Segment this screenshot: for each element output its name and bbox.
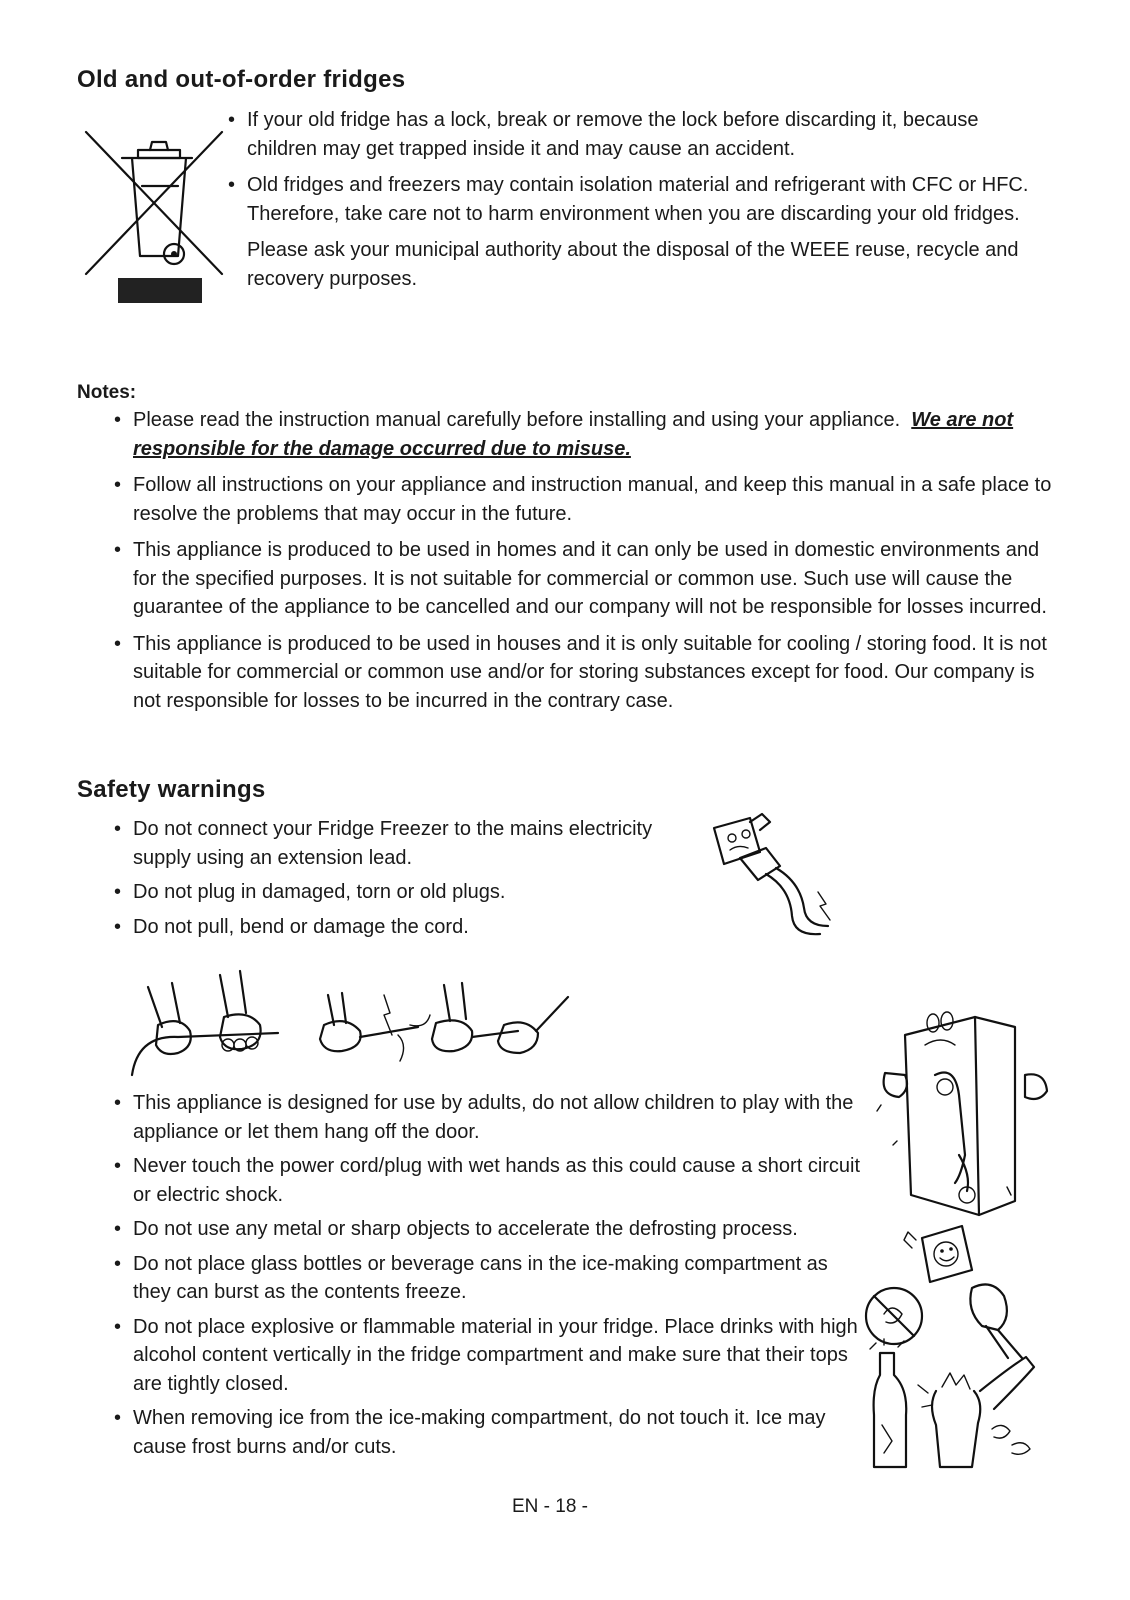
list-item: • This appliance is designed for use by adults, do not allow children to play with the appliance or let them hang off the door.	[114, 1092, 854, 1143]
list-item: • Never touch the power cord/plug with wet hands as this could cause a short circuit or electric shock.	[114, 1155, 861, 1206]
list-item: • Do not use any metal or sharp objects to accelerate the defrosting process.	[114, 1218, 798, 1240]
section-title-safety-warnings: Safety warnings	[77, 776, 266, 803]
angry-plug-icon	[700, 808, 850, 943]
weee-disposal-note: Please ask your municipal authority about the disposal of the WEEE reuse, recycle and recovery purposes.	[247, 239, 1019, 290]
wet-hands-plug-icon	[862, 1218, 1037, 1363]
list-item: • When removing ice from the ice-making compartment, do not touch it. Ice may cause frost burns and/or cuts.	[114, 1407, 826, 1458]
notes-title: Notes:	[77, 382, 137, 403]
list-item: • This appliance is produced to be used in houses and it is only suitable for cooling / storing food. It is not suitable for commercial or common use and/or for storing substances except for food. Our company is not responsible for losses to be incurred in the contrary case.	[114, 632, 1047, 712]
list-item: • Do not place explosive or flammable material in your fridge. Place drinks with high alcohol content vertically in the fridge compartment and make sure that their tops are tightly closed.	[114, 1315, 858, 1395]
misuse-warning: We are not responsible for the damage occurred due to misuse.	[133, 409, 1014, 460]
list-item: • Please read the instruction manual carefully before installing and using your appliance. We are not responsible for the damage occurred due to misuse.	[114, 409, 1014, 460]
list-item: • This appliance is produced to be used in homes and it can only be used in domestic environments and for the specified purposes. It is not suitable for commercial or common use. Such use will cause the guarantee of the appliance to be cancelled and our company will not be responsible for losses incurred.	[114, 539, 1047, 618]
page-number: EN - 18 -	[511, 1496, 589, 1517]
list-item: • Do not pull, bend or damage the cord.	[114, 915, 469, 938]
cord-hands-icon	[128, 965, 578, 1085]
section-title-old-fridges: Old and out-of-order fridges	[77, 66, 406, 93]
list-item: • If your old fridge has a lock, break or remove the lock before discarding it, because children may get trapped inside it and may cause an accident.	[228, 109, 979, 160]
list-item: • Follow all instructions on your appliance and instruction manual, and keep this manual in a safe place to resolve the problems that may occur in the future.	[114, 474, 1052, 525]
list-item: • Old fridges and freezers may contain isolation material and refrigerant with CFC or HFC. Therefore, take care not to harm environment when you are discarding your old fridges.	[228, 174, 1029, 225]
list-item: • Do not connect your Fridge Freezer to the mains electricity supply using an extension lead.	[114, 818, 653, 869]
bursting-bottles-icon	[862, 1345, 1042, 1480]
fridge-child-icon	[875, 1005, 1060, 1230]
list-item: • Do not place glass bottles or beverage cans in the ice-making compartment as they can burst as the contents freeze.	[114, 1252, 828, 1303]
weee-crossed-bin-icon	[82, 128, 227, 308]
list-item: • Do not plug in damaged, torn or old plugs.	[114, 881, 506, 903]
